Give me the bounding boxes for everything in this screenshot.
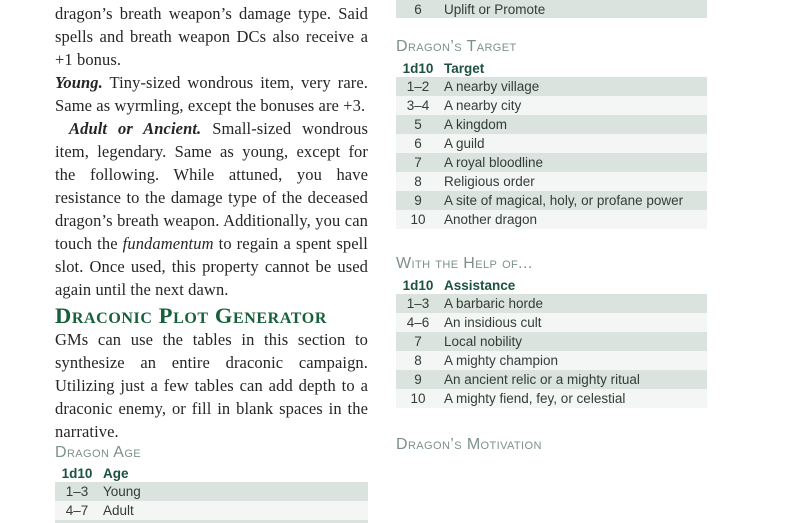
- table-row: [396, 370, 707, 389]
- dice-cell: 10: [410, 212, 426, 227]
- table-with-the-help-of: [396, 276, 707, 408]
- table-dragon-age: [55, 464, 368, 523]
- dice-column-header: 1d10: [402, 277, 434, 293]
- dice-cell: 1–2: [406, 79, 430, 94]
- paragraph-young-text: Tiny-sized wondrous item, very rare. Same as wyrmling, except the bonuses are +3.: [55, 73, 368, 115]
- heading-draconic-plot-generator: Draconic Plot Generator: [55, 303, 327, 328]
- table-header-row: [55, 464, 368, 482]
- paragraph-adult-text-a: Small-sized wondrous item, legendary. Same as young, except for the following. While attuned, you have resistance to the damage type of the deceased dragon’s breath weapon. Additionally, you can touch the: [55, 119, 368, 253]
- dice-cell: 4–7: [65, 503, 89, 518]
- value-cell: An insidious cult: [444, 315, 542, 330]
- value-cell: Another dragon: [444, 212, 538, 227]
- table-row: [396, 96, 707, 115]
- dice-cell: 5: [414, 117, 422, 132]
- table-row: [396, 313, 707, 332]
- table-row: [396, 294, 707, 313]
- table-label-with-the-help-of: With the Help of...: [396, 255, 533, 272]
- left-column: [55, 0, 368, 523]
- value-cell: A royal bloodline: [444, 155, 544, 170]
- table-label-dragon-age: Dragon Age: [55, 444, 142, 461]
- dice-cell: 10: [410, 391, 426, 406]
- dice-cell: 1–3: [65, 484, 89, 499]
- table-row: [396, 77, 707, 96]
- table-row: [396, 172, 707, 191]
- dice-cell: 9: [414, 193, 422, 208]
- table-label-dragons-motivation: Dragon’s Motivation: [396, 436, 542, 453]
- table-partial-uplift: [396, 0, 707, 18]
- dice-cell: 7: [414, 155, 422, 170]
- table-row: [396, 134, 707, 153]
- dice-column-header: 1d10: [402, 60, 434, 76]
- table-dragons-target: [396, 59, 707, 229]
- age-column-header: Age: [103, 465, 129, 481]
- value-cell: Young: [103, 484, 141, 499]
- table-row: [396, 0, 707, 18]
- dice-cell: 4–6: [406, 315, 430, 330]
- dice-cell: 8: [414, 353, 422, 368]
- dice-cell: 6: [414, 1, 422, 17]
- paragraph-generator-intro: GMs can use the tables in this section to synthesize an entire draconic campaign. Utilizing just a few tables can add depth to a draconic enemy, or fill in blank spaces in the narrative.: [55, 330, 368, 441]
- paragraph-young: [55, 71, 368, 117]
- table-row: [396, 191, 707, 210]
- value-cell: An ancient relic or a mighty ritual: [444, 372, 640, 387]
- value-cell: Religious order: [444, 174, 535, 189]
- dice-column-header: 1d10: [61, 465, 93, 481]
- italic-fundamentum: fundamentum: [122, 234, 214, 253]
- table-row: [55, 482, 368, 501]
- value-cell: A barbaric horde: [444, 296, 544, 311]
- table-header-row: [396, 276, 707, 294]
- dice-cell: 6: [414, 136, 422, 151]
- table-row: [396, 210, 707, 229]
- dice-cell: 1–3: [406, 296, 430, 311]
- dice-cell: 8: [414, 174, 422, 189]
- value-cell: A kingdom: [444, 117, 508, 132]
- value-cell: A mighty fiend, fey, or celestial: [444, 391, 626, 406]
- table-row: [55, 501, 368, 520]
- value-cell: A nearby city: [444, 98, 522, 113]
- value-cell: A nearby village: [444, 79, 540, 94]
- table-row: [396, 115, 707, 134]
- run-in-adult-ancient: Adult or Ancient.: [69, 119, 202, 138]
- value-cell: Uplift or Promote: [444, 1, 546, 17]
- value-cell: A guild: [444, 136, 485, 151]
- value-cell: Local nobility: [444, 334, 523, 349]
- paragraph-adult-text-b: to regain a spent spell slot. Once used, this property cannot be used again until the next dawn.: [55, 234, 368, 299]
- dice-cell: 9: [414, 372, 422, 387]
- right-column: [396, 0, 707, 453]
- run-in-young: Young.: [55, 73, 103, 92]
- table-row: [396, 351, 707, 370]
- assistance-column-header: Assistance: [444, 277, 516, 293]
- value-cell: A mighty champion: [444, 353, 559, 368]
- table-row: [396, 332, 707, 351]
- value-cell: A site of magical, holy, or profane power: [444, 193, 684, 208]
- value-cell: Adult: [103, 503, 134, 518]
- table-row: [396, 389, 707, 408]
- dice-cell: 7: [414, 334, 422, 349]
- paragraph-breath-weapon: dragon’s breath weapon’s damage type. Said spells and breath weapon DCs also receive a +1 bonus.: [55, 4, 368, 69]
- table-header-row: [396, 59, 707, 77]
- table-row: [396, 153, 707, 172]
- table-label-dragons-target: Dragon’s Target: [396, 38, 517, 55]
- dice-cell: 3–4: [406, 98, 430, 113]
- target-column-header: Target: [444, 60, 485, 76]
- paragraph-adult-ancient: [55, 117, 368, 301]
